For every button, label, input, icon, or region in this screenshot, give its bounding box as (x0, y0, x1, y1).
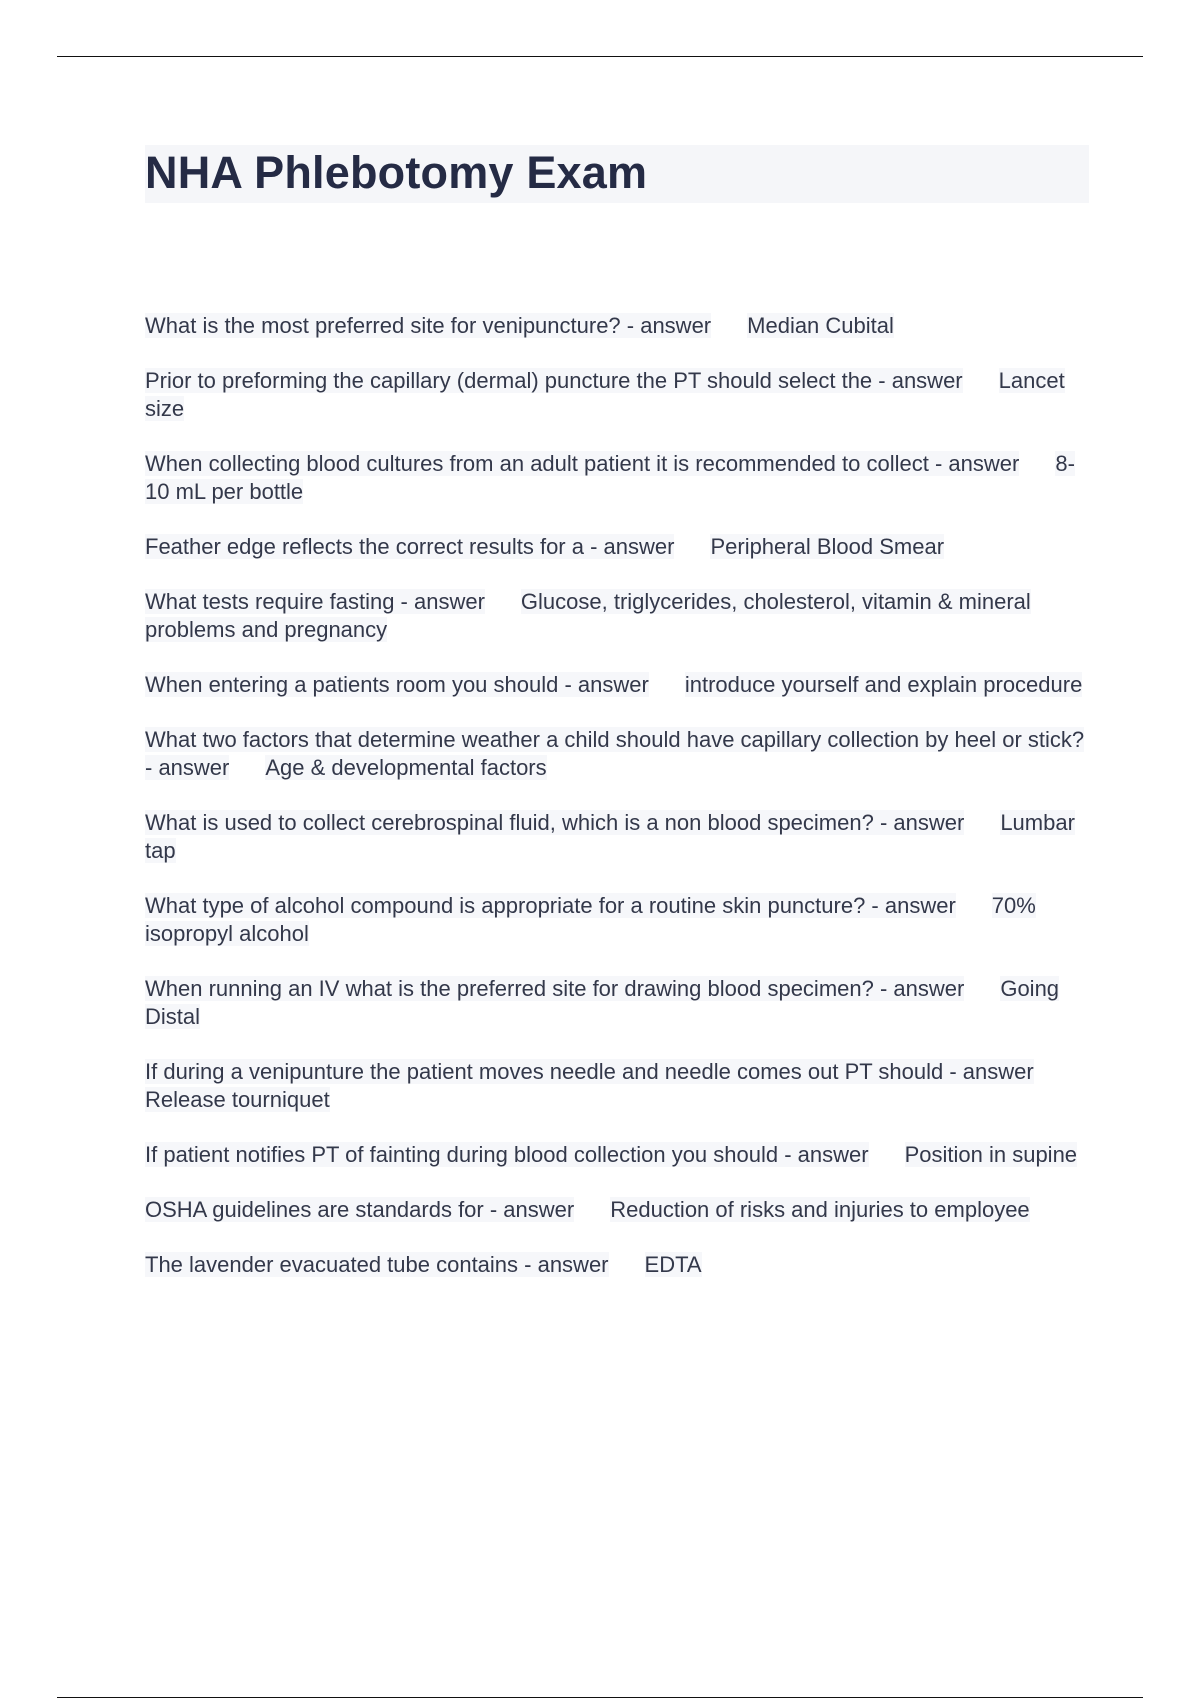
qa-item (145, 726, 1090, 782)
answer-text: Going Distal (145, 976, 1060, 1029)
question-text: Feather edge reflects the correct results for a - answer (145, 534, 675, 559)
qa-item (145, 671, 1090, 699)
question-text: If during a venipunture the patient moves needle and needle comes out PT should - answer (145, 1059, 1034, 1084)
qa-item (145, 1058, 1090, 1114)
qa-item (145, 588, 1090, 644)
top-divider (57, 56, 1143, 57)
qa-item (145, 892, 1090, 948)
qa-item (145, 1196, 1090, 1224)
bottom-divider (57, 1697, 1143, 1698)
qa-list (145, 312, 1090, 1306)
answer-text: Reduction of risks and injuries to employee (610, 1197, 1030, 1222)
answer-text: Peripheral Blood Smear (710, 534, 945, 559)
qa-item (145, 533, 1090, 561)
question-text: OSHA guidelines are standards for - answer (145, 1197, 575, 1222)
qa-item (145, 1141, 1090, 1169)
answer-text: Median Cubital (747, 313, 894, 338)
answer-text: 70% isopropyl alcohol (145, 893, 1036, 946)
question-text: The lavender evacuated tube contains - answer (145, 1252, 609, 1277)
answer-text: Lumbar tap (145, 810, 1075, 863)
question-text: What two factors that determine weather a child should have capillary collection by heel or stick? - answer (145, 727, 1085, 780)
question-text: When entering a patients room you should - answer (145, 672, 649, 697)
answer-text: Position in supine (904, 1142, 1078, 1167)
qa-item (145, 450, 1090, 506)
answer-text: 8-10 mL per bottle (145, 451, 1075, 504)
question-text: What type of alcohol compound is appropriate for a routine skin puncture? - answer (145, 893, 956, 918)
answer-text: Glucose, triglycerides, cholesterol, vitamin & mineral problems and pregnancy (145, 589, 1031, 642)
answer-text: Age & developmental factors (265, 755, 547, 780)
qa-item (145, 367, 1090, 423)
page-title: NHA Phlebotomy Exam (145, 147, 648, 198)
qa-item (145, 975, 1090, 1031)
question-text: What tests require fasting - answer (145, 589, 485, 614)
question-text: What is used to collect cerebrospinal fluid, which is a non blood specimen? - answer (145, 810, 965, 835)
answer-text: Lancet size (145, 368, 1065, 421)
answer-text: Release tourniquet (145, 1087, 330, 1112)
qa-item (145, 809, 1090, 865)
answer-text: introduce yourself and explain procedure (684, 672, 1083, 697)
question-text: When running an IV what is the preferred site for drawing blood specimen? - answer (145, 976, 965, 1001)
question-text: When collecting blood cultures from an adult patient it is recommended to collect - answer (145, 451, 1020, 476)
question-text: What is the most preferred site for venipuncture? - answer (145, 313, 712, 338)
question-text: Prior to preforming the capillary (dermal) puncture the PT should select the - answer (145, 368, 963, 393)
qa-item (145, 1251, 1090, 1279)
question-text: If patient notifies PT of fainting during blood collection you should - answer (145, 1142, 869, 1167)
qa-item (145, 312, 1090, 340)
answer-text: EDTA (644, 1252, 702, 1277)
